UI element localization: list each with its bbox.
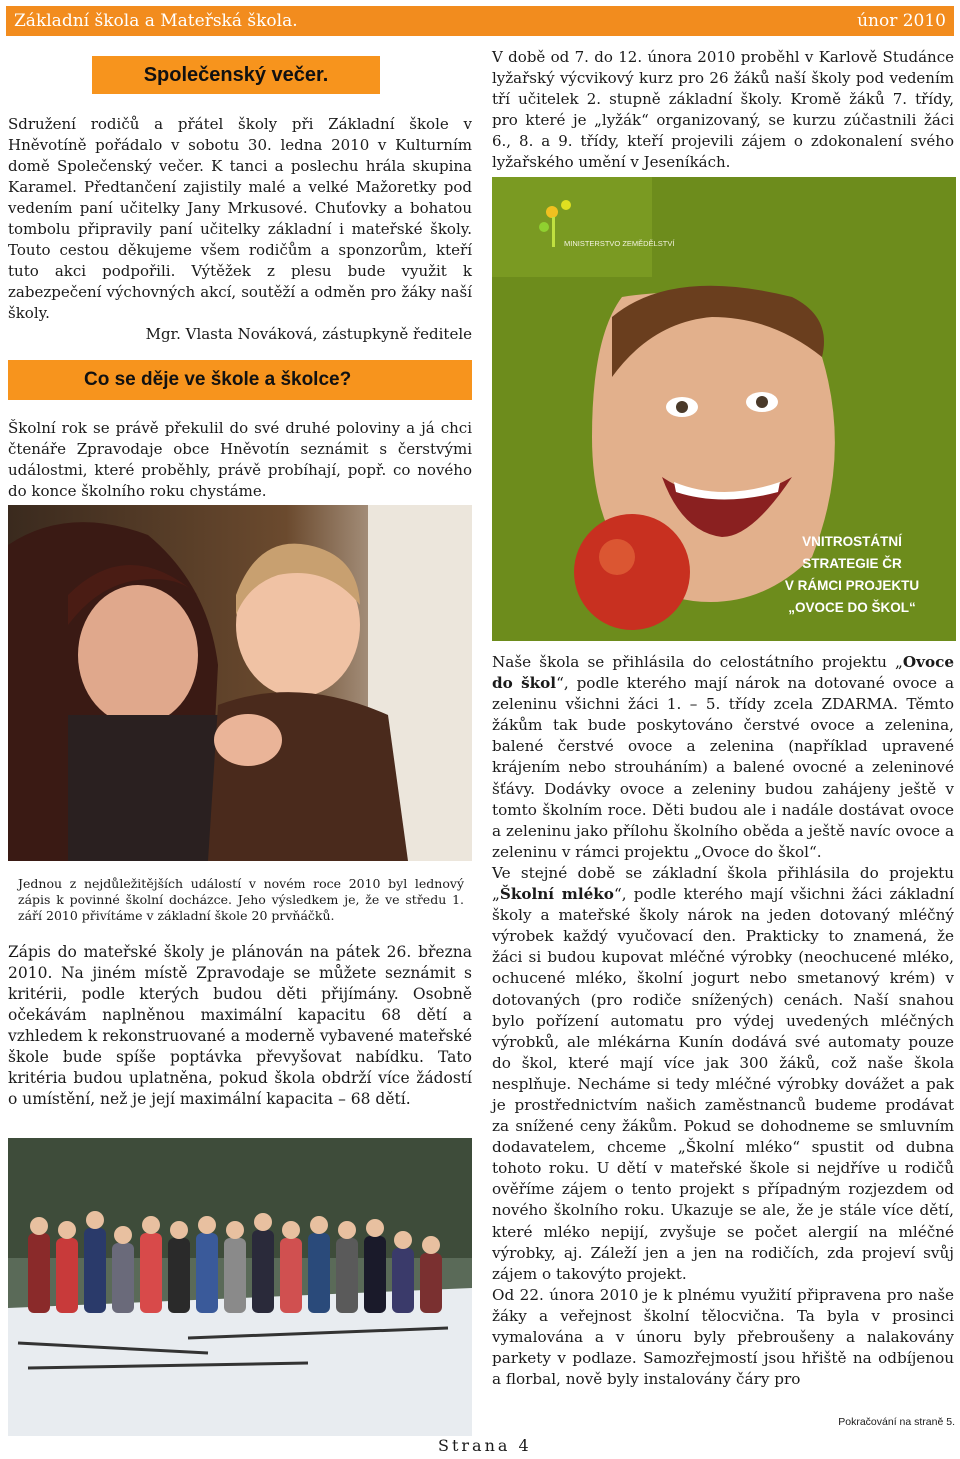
ski-course-text: V době od 7. do 12. února 2010 proběhl v Karlově Studánce lyžařský výcvikový kurz pro 26 žáků naší školy pod vedením tří učitelek 2. stupně základní školy. Kromě žáků 7. třídy, pro které je „lyžák“ organizovaný, se kurzu zúčastnili žáci 6., 8. a 9. třídy, kteří projevili zájem o zdokonalení svého lyžařského umění v Jeseníkách. (492, 48, 954, 171)
section-title-social-evening: Společenský večer. (92, 56, 380, 94)
school-news-intro: Školní rok se právě překulil do své druhé poloviny a já chci čtenáře Zpravodaje obce Hněvotín seznámit s čerstvými událostmi, které proběhly, právě probíhají, popř. co nového do konce školního roku chystáme. (8, 419, 472, 500)
fruit-paragraph: Naše škola se přihlásila do celostátního projektu „Ovoce do škol“, podle kterého mají nárok na dotované ovoce a zeleninu všichni žáci 1. – 5. třídy zcela ZDARMA. Těmto žákům tak bude poskytováno čerstvé ovoce a zelenina, balené čerstvé ovoce a zelenina (například upravené krájením nebo strouháním) a balené ovocné a zeleninové šťávy. Dodávky ovoce a zeleniny budou zahájeny ještě v tomto školním roce. Děti budou ale i nadále dostávat ovoce a zeleninu jako přílohu školního oběda a ještě navíc ovoce a zeleninu v rámci projektu „Ovoce do škol“. (492, 653, 954, 861)
photo-enrollment (8, 505, 472, 861)
signature: Mgr. Vlasta Nováková, zástupkyně ředitele (145, 325, 472, 343)
poster-headline: VNITROSTÁTNÍ STRATEGIE ČR V RÁMCI PROJEKTU „OVOCE DO ŠKOL“ (784, 534, 920, 615)
milk-paragraph: Ve stejné době se základní škola přihlásila do projektu „Školní mléko“, podle kterého mají všichni žáci základní školy a mateřské školy nárok na jeden dotovaný mléčný výrobek každý vyučovací den. Prakticky to znamená, že žáci si budou kupovat mléčné výrobky (neochucené mléko, ochucené mléko, školní jogurt nebo smetanový krém) v dotovaných (pro rodiče snížených) cenách. Naší snahou bylo pořízení automatu pro výdej uvedených mléčných výrobků, ale mlékárna Kunín dodává své automaty pouze do škol, které mají více jak 300 žáků, což naše škola nesplňuje. Necháme si tedy mléčné výrobky dovážet a pak je prostřednictvím našich zaměstnanců budeme prodávat za snížené ceny žákům. Pokud se dohodneme se smluvním dodavatelem, chceme „Školní mléko“ spustit od dubna tohoto roku. U dětí v mateřské škole si nejdříve u rodičů ověříme zájem o tento projekt s případným rozjezdem od nového školního roku. Ukazuje se ale, že je stále více dětí, které mléko nepijí, zvyšuje se počet alergií na mléčné výrobky, aj. Záleží jen a jen na rodičích, zda projeví svůj zájem o takovýto projekt. (492, 863, 954, 1283)
section-title-school-news: Co se děje ve škole a školce? (8, 360, 472, 400)
fruit-milk-text (492, 652, 954, 1390)
header-bar (6, 6, 954, 36)
poster-ministry-label: MINISTERSTVO ZEMĚDĚLSTVÍ (564, 239, 675, 248)
issue-date: únor 2010 (857, 11, 946, 31)
gym-paragraph: Od 22. února 2010 je k plnému využití připravena pro naše žáky a veřejnost školní tělocvična. Ta byla v prosinci vymalována a v únoru byly přebroušeny a nalakovány parkety v podlaze. Samozřejmostí jsou hřiště na odbíjenou a florbal, nově byly instalovány čáry pro (492, 1285, 954, 1389)
page-number: Strana 4 (438, 1436, 532, 1455)
continued-note: Pokračování na straně 5. (838, 1416, 955, 1428)
school-name: Základní škola a Mateřská škola. (14, 11, 298, 31)
photo-caption-enrollment: Jednou z nejdůležitějších událostí v novém roce 2010 byl lednový zápis k povinné školní docházce. Jeho výsledkem je, že ve středu 1. září 2010 přivítáme v základní škole 20 prvňáčků. (18, 876, 464, 923)
poster-fruit-to-schools (492, 177, 956, 641)
kindergarten-enrollment-text: Zápis do mateřské školy je plánován na pátek 26. března 2010. Na jiném místě Zpravodaje se můžete seznámit s kritérii, podle kterých budou děti přijímány. Osobně očekávám naplněnou maximální kapacitu 68 dětí a vzhledem k rekonstruované a moderně vybavené mateřské škole bude spíše poptávka převyšovat nabídku. Tato kritéria budou uplatněna, pokud škola obdrží více žádostí o umístění, než je její maximální kapacita – 68 dětí. (8, 943, 472, 1108)
photo-ski-course (8, 1138, 472, 1436)
social-evening-text: Sdružení rodičů a přátel školy při Základní škole v Hněvotíně pořádalo v sobotu 30. ledna 2010 v Kulturním domě Společenský večer. K tanci a poslechu hrála skupina Karamel. Předtančení zajistily malé a velké Mažoretky pod vedením paní učitelky Jany Mrkusové. Chuťovky a bohatou tombolu připravily paní učitelky základní i mateřské školy. Touto cestou děkujeme všem rodičům a sponzorům, kteří tuto akci podpořili. Výtěžek z plesu bude využit k zabezpečení výchovných akcí, soutěží a odměn pro žáky naší školy. Mgr. Vlasta Nováková, zástupkyně ředitele (8, 115, 472, 343)
